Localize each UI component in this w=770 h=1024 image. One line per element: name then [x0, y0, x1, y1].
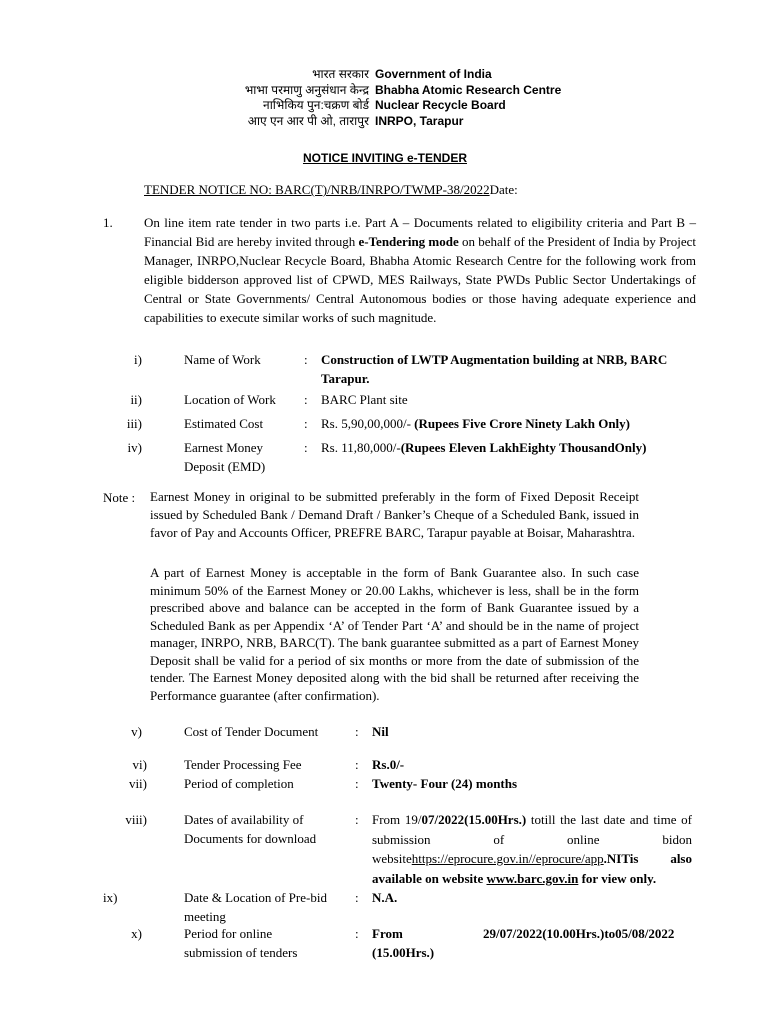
item-value-x-dates: 29/07/2022(10.00Hrs.)to05/08/2022	[483, 926, 675, 941]
item-label-vi: Tender Processing Fee	[184, 757, 302, 772]
header-hindi-2: भाभा परमाणु अनुसंधान केन्द्र	[244, 83, 369, 97]
header-hindi-1: भारत सरकार	[312, 67, 369, 81]
note-label: Note :	[103, 490, 136, 505]
item-value-x-from: From	[372, 926, 403, 941]
item-value-vii: Twenty- Four (24) months	[372, 776, 518, 791]
item-colon-iii: :	[304, 416, 308, 431]
item-label-x: Period for online submission of tenders	[184, 926, 298, 960]
item-colon-i: :	[304, 352, 308, 367]
item-value-iii	[321, 414, 630, 433]
para-intro-text-b: on behalf of the President of India by Project Manager, INRPO,Nuclear Recycle Board, Bhabha Atomic Research Centre for the following work from eligible bidderson approved list of CPWD, MES Railways, State PWDs Public Sector Undertakings of Central or State Governments/ Central Autonomous bodies or those having adequate experience and capabilities to execute similar works of such magnitude.	[144, 234, 696, 325]
para-intro-bold: e-Tendering mode	[358, 234, 459, 249]
header-english-4: INRPO, Tarapur	[375, 114, 464, 128]
note-paragraph-2: A part of Earnest Money is acceptable in the form of Bank Guarantee also. In such case minimum 50% of the Earnest Money or 20.00 Lakhs, whichever is less, shall be in the form prescribed above and balance can be accepted in the form of Bank Guarantee issued by a Scheduled Bank as per Appendix ‘A’ of Tender Part ‘A’ and should be in the name of project manager, INRPO, NRB, BARC(T). The bank guarantee submitted as a part of Earnest Money Deposit shall be valid for a period of six months or more from the date of submission of the tender. The Earnest Money deposited along with the bid shall be returned after receiving the Performance guarantee (after confirmation).	[150, 565, 639, 703]
availability-text: totill the last date and time of submission of online bidon website	[372, 812, 692, 866]
item-colon-iv: :	[304, 440, 308, 455]
nit-available-text: .NITis also available on website	[372, 851, 692, 886]
availability-from: From 19/	[372, 812, 422, 827]
header-english-2: Bhabha Atomic Research Centre	[375, 83, 562, 97]
item-label-ix: Date & Location of Pre-bid meeting	[184, 890, 327, 924]
item-colon-viii: :	[355, 812, 359, 827]
item-value-x-time: (15.00Hrs.)	[372, 945, 435, 960]
header-english-1: Government of India	[375, 67, 492, 81]
para-number: 1.	[103, 215, 113, 230]
item-label-iv: Earnest Money Deposit (EMD)	[184, 440, 266, 474]
item-num-iii: iii)	[126, 416, 142, 431]
estimated-cost-words: (Rupees Five Crore Ninety Lakh Only)	[414, 416, 630, 431]
item-colon-ix: :	[355, 890, 359, 905]
tender-notice-line	[144, 180, 518, 199]
item-label-v: Cost of Tender Document	[184, 724, 319, 739]
item-num-ix: ix)	[103, 890, 118, 905]
item-value-ii: BARC Plant site	[321, 392, 408, 407]
header-hindi-4: आए एन आर पी ओ, तारापुर	[247, 114, 369, 128]
emd-words: (Rupees Eleven LakhEighty ThousandOnly)	[400, 440, 647, 455]
note-paragraph-1: Earnest Money in original to be submitted preferably in the form of Fixed Deposit Receipt issued by Scheduled Bank / Demand Draft / Banker’s Cheque of a Scheduled Bank, issued in favor of Pay and Accounts Officer, PREFRE BARC, Tarapur payable at Boisar, Maharashtra.	[150, 489, 639, 540]
date-label: Date:	[489, 182, 518, 197]
header-english-3: Nuclear Recycle Board	[375, 98, 506, 112]
item-num-vii: vii)	[128, 776, 147, 791]
item-num-x: x)	[131, 926, 142, 941]
item-num-i: i)	[134, 352, 142, 367]
emd-amount: Rs. 11,80,000/-	[321, 440, 401, 455]
item-label-i: Name of Work	[184, 352, 261, 367]
item-label-iii: Estimated Cost	[184, 416, 264, 431]
item-label-vii: Period of completion	[184, 776, 294, 791]
item-num-ii: ii)	[130, 392, 142, 407]
item-value-viii	[372, 810, 692, 888]
barc-website-link[interactable]: www.barc.gov.in	[486, 870, 579, 886]
para-intro	[144, 213, 696, 327]
item-value-v: Nil	[372, 724, 389, 739]
item-value-iv	[321, 438, 646, 457]
item-label-viii: Dates of availability of Documents for download	[184, 812, 317, 846]
item-label-ii: Location of Work	[184, 392, 276, 407]
estimated-cost-amount: Rs. 5,90,00,000/-	[321, 416, 415, 431]
tender-notice-number: TENDER NOTICE NO: BARC(T)/NRB/INRPO/TWMP-38/2022	[144, 182, 490, 197]
item-value-i: Construction of LWTP Augmentation building at NRB, BARC Tarapur.	[321, 352, 668, 386]
para-intro-text-a: On line item rate tender in two parts i.e. Part A – Documents related to eligibility criteria and Part B – Financial Bid are hereby invited through	[144, 215, 696, 249]
item-num-v: v)	[131, 724, 142, 739]
item-colon-vi: :	[355, 757, 359, 772]
header-hindi-3: नाभिकिय पुन:चक्रण बोर्ड	[263, 98, 369, 112]
item-num-iv: iv)	[127, 440, 142, 455]
eprocure-link[interactable]: https://eprocure.gov.in//eprocure/app	[411, 851, 604, 866]
item-value-vi: Rs.0/-	[372, 757, 405, 772]
item-colon-v: :	[355, 724, 359, 739]
page-title: NOTICE INVITING e-TENDER	[302, 151, 467, 165]
item-value-ix: N.A.	[372, 890, 398, 905]
view-only-text: for view only.	[578, 870, 657, 886]
availability-start-date: 07/2022(15.00Hrs.)	[421, 812, 527, 827]
item-colon-ii: :	[304, 392, 308, 407]
item-num-vi: vi)	[132, 757, 147, 772]
item-colon-x: :	[355, 926, 359, 941]
item-colon-vii: :	[355, 776, 359, 791]
item-num-viii: viii)	[125, 812, 147, 827]
